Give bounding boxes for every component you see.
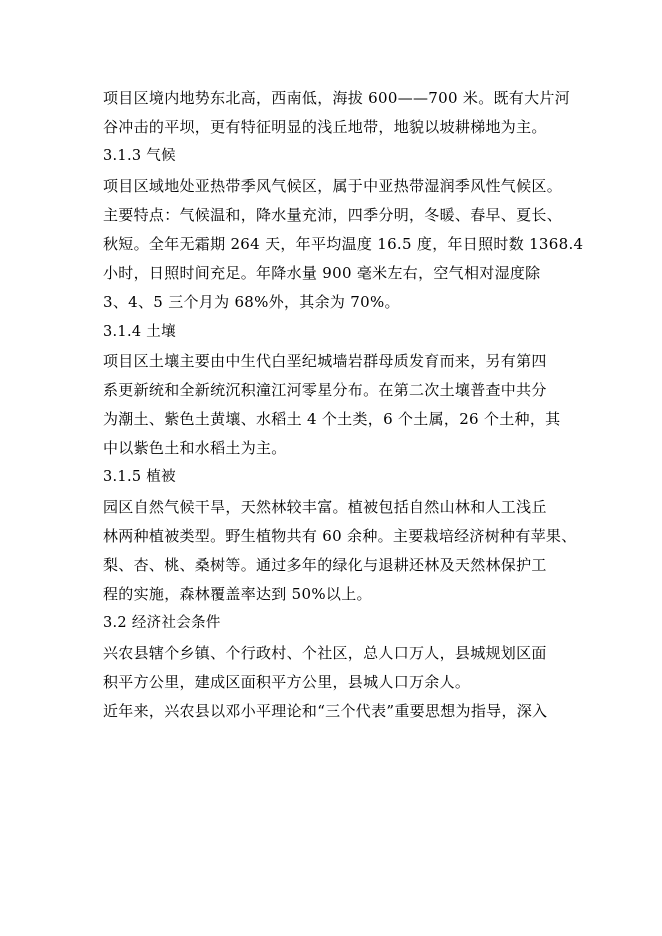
paragraph-line: 积平方公里，建成区面积平方公里，县城人口万余人。 <box>103 672 471 691</box>
paragraph-line: 梨、杏、桃、桑树等。通过多年的绿化与退耕还林及天然林保护工 <box>103 556 547 574</box>
paragraph-line: 小时，日照时间充足。年降水量 900 毫米左右，空气相对湿度除 <box>103 264 541 283</box>
section-heading-economy: 3.2 经济社会条件 <box>103 615 221 632</box>
paragraph-line: 项目区土壤主要由中生代白垩纪城墙岩群母质发育而来，另有第四 <box>103 351 547 370</box>
paragraph-line: 林两种植被类型。野生植物共有 60 余种。主要栽培经济树种有苹果、 <box>103 526 577 545</box>
paragraph-line: 项目区境内地势东北高，西南低，海拔 600——700 米。既有大片河 <box>103 89 570 107</box>
paragraph-line: 为潮土、紫色土黄壤、水稻土 4 个土类，6 个土属，26 个土种，其 <box>103 410 561 429</box>
paragraph-line: 3、4、5 三个月为 68%外，其余为 70%。 <box>103 293 400 312</box>
paragraph-line: 中以紫色土和水稻土为主。 <box>103 439 287 458</box>
section-heading-climate: 3.1.3 气候 <box>103 148 176 165</box>
paragraph-line: 系更新统和全新统沉积潼江河零星分布。在第二次土壤普查中共分 <box>103 380 547 399</box>
paragraph-line: 兴农县辖个乡镇、个行政村、个社区，总人口万人，县城规划区面 <box>103 643 547 662</box>
paragraph-line: 近年来，兴农县以邓小平理论和“三个代表”重要思想为指导，深入 <box>103 701 548 720</box>
paragraph-line: 程的实施，森林覆盖率达到 50%以上。 <box>103 585 372 604</box>
paragraph-line: 谷冲击的平坝，更有特征明显的浅丘地带，地貌以坡耕梯地为主。 <box>103 118 547 137</box>
section-heading-vegetation: 3.1.5 植被 <box>103 469 176 486</box>
paragraph-line: 秋短。全年无霜期 264 天，年平均温度 16.5 度，年日照时数 1368.4 <box>103 234 584 253</box>
section-heading-soil: 3.1.4 土壤 <box>103 323 176 340</box>
paragraph-line: 项目区域地处亚热带季风气候区，属于中亚热带湿润季风性气候区。 <box>103 176 563 195</box>
document-body <box>103 84 584 726</box>
paragraph-line: 主要特点：气候温和，降水量充沛，四季分明，冬暖、春早、夏长、 <box>103 205 563 224</box>
paragraph-line: 园区自然气候干旱，天然林较丰富。植被包括自然山林和人工浅丘 <box>103 497 547 516</box>
